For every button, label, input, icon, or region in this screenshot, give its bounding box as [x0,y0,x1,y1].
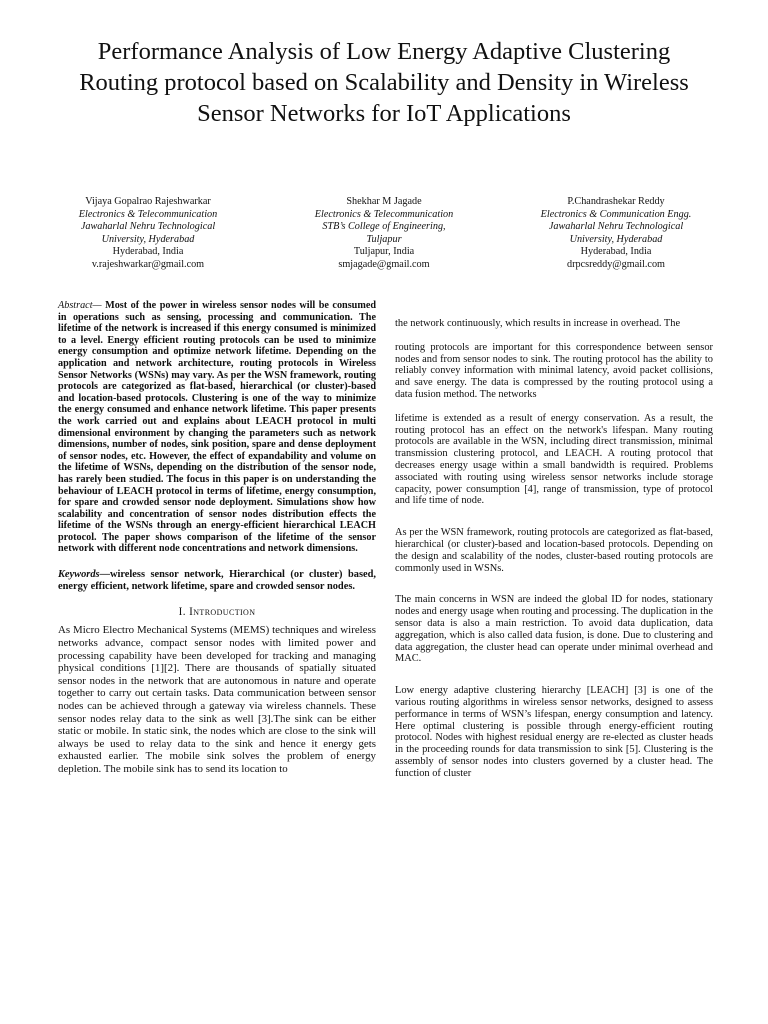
body-paragraph: routing protocols are important for this correspondence between sensor nodes and from sensor nodes to sink. The routing protocol has the ability to reliably convey information with minimal latency, avoid packet collisions, and save energy. The data is compressed by the routing protocol using a data fusion method. The networks [395,341,713,400]
author-3 [496,196,736,272]
intro-paragraph: As Micro Electro Mechanical Systems (MEMS) techniques and wireless networks advance, compact sensor nodes with limited power and processing capability have been developed for tracking and managing physical conditions [1][2]. There are thousands of spatially situated sensor nodes in the network that are autonomous in nature and operate together to carry out certain tasks. Data communication between sensor nodes can be achieved through a gateway via wireless channels. These sensor nodes relay data to the sink as well [3].The sink can be either static or mobile. In static sink, the nodes which are close to the sink will always be used to relay data to the sink and hence it energy gets exhausted earlier. The mobile sink solves the problem of energy depletion. The mobile sink has to send its location to [58,624,376,775]
author-department: Electronics & Telecommunication [78,208,218,220]
body-paragraph: The main concerns in WSN are indeed the global ID for nodes, stationary nodes and energy usage when routing and processing. The duplication in the sensor data is also a main restriction. To avoid data duplication, data aggregation, which is also called data fusion, is done. Due to clustering and data aggregation, the cluster head can operate under minimal overhead and MAC. [395,594,713,665]
keywords-label: Keywords— [58,569,110,581]
author-email: v.rajeshwarkar@gmail.com [91,258,205,270]
author-name: Vijaya Gopalrao Rajeshwarkar [85,196,211,207]
keywords [58,569,376,593]
section-number: I. [178,605,186,618]
author-organization: STB’s College of Engineering, Tuljapur [322,221,446,245]
author-organization: Jawaharlal Nehru Technological University, Hyderabad [80,221,216,245]
author-1 [28,196,268,272]
author-department: Electronics & Telecommunication [314,208,454,220]
body-paragraph: As per the WSN framework, routing protocols are categorized as flat-based, hierarchical (or cluster)-based and location-based protocols. Depending on the design and scalability of the nodes, cluster-based routing protocols are commonly used in WSNs. [395,527,713,574]
section-heading [58,607,376,619]
right-column [395,318,713,780]
body-paragraph: lifetime is extended as a result of energy conservation. As a result, the routing protocol has an effect on the network's lifespan. Many routing protocols are available in the WSN, including direct transmission, minimal transmission clustering protocol, and LEACH. A routing protocol that decreases energy usage within a small bandwidth is required. Problems associated with routing using wireless sensor networks include storage capacity, power consumption [4], range of transmission, type of protocol and life time of node. [395,412,713,507]
section-title: Introduction [189,605,256,618]
author-location: Hyderabad, India [112,246,184,258]
keywords-text: wireless sensor network, Hierarchical (or cluster) based, energy efficient, network lifetime, spare and crowded sensor nodes. [58,569,376,592]
author-name: Shekhar M Jagade [346,196,422,207]
abstract-label: Abstract— [58,300,102,311]
author-2 [264,196,504,272]
author-location: Tuljapur, India [353,246,415,258]
abstract [58,300,376,555]
author-department: Electronics & Communication Engg. [540,208,692,220]
author-location: Hyderabad, India [580,246,652,258]
left-column [58,300,376,776]
author-email: smjagade@gmail.com [338,258,430,270]
author-name: P.Chandrashekar Reddy [567,196,665,207]
abstract-text: Most of the power in wireless sensor nodes will be consumed in operations such as sensing, processing and communication. The lifetime of the network is increased if this energy consumed is minimized to a level. Energy efficient routing protocols can be used to minimize energy consumption and optimize network lifetime. Depending on the application and network architecture, routing protocols in Wireless Sensor Networks (WSNs) may vary. As per the WSN framework, routing protocols are categorized as flat-based, hierarchical (or cluster)-based and location-based protocols. Clustering is one of the way to minimize the energy consumed and enhance network lifetime. This paper presents the work carried out and explains about LEACH protocol in multi dimensional environment by changing the parameters such as network dimensions, number of nodes, sink position, spare and dense deployment of sensor nodes, etc. However, the effect of expandability and volume on the lifetime of WSNs, depending on the distribution of the sensor node, has rarely been studied. The focus in this paper is on understanding the behaviour of LEACH protocol in terms of lifetime, energy consumption, for spare and crowded sensor node deployment. Simulations show how scalability and concentration of sensor nodes distribution effects the lifetime of the WSNs through an energy-efficient hierarchical LEACH protocol. The paper shows comparison of the lifetime of the sensor network with different node concentrations and network dimensions. [58,300,377,555]
body-paragraph: Low energy adaptive clustering hierarchy [LEACH] [3] is one of the various routing algorithms in wireless sensor networks, designed to assess performance in terms of WSN’s lifespan, energy consumption and latency. Here optimal clustering is possible through energy-efficient routing protocol. Nodes with highest residual energy are re-elected as cluster heads in the proceeding rounds for data transmission to sink [5]. Clustering is the assembly of sensor nodes into clusters governed by a cluster head. The function of cluster [395,685,713,779]
author-organization: Jawaharlal Nehru Technological University, Hyderabad [548,221,684,245]
body-paragraph: the network continuously, which results in increase in overhead. The [395,318,681,329]
paper-title: Performance Analysis of Low Energy Adaptive Clustering Routing protocol based on Scalability and Density in Wireless Sensor Networks for IoT Applications [79,38,689,127]
author-email: drpcsreddy@gmail.com [567,258,665,270]
